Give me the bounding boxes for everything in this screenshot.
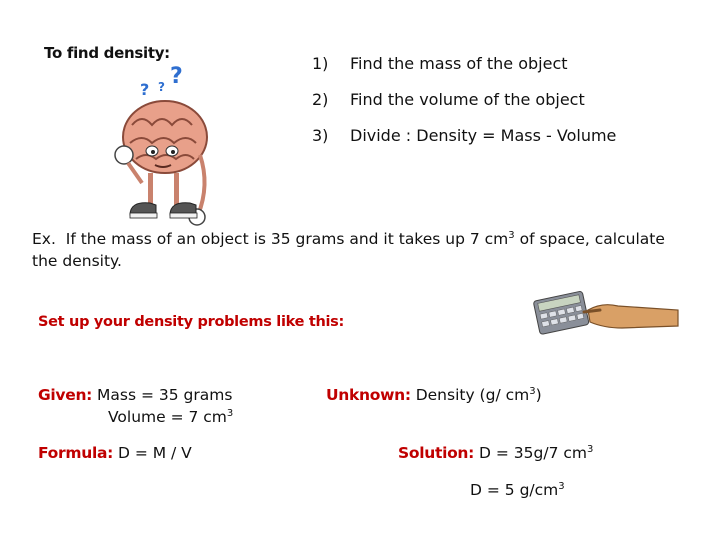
- given-label: Given:: [38, 386, 93, 404]
- unknown-sup: 3: [529, 386, 536, 397]
- given-line-2-sup: 3: [226, 408, 234, 419]
- formula-text: D = M / V: [117, 444, 192, 462]
- step-2: [312, 90, 585, 109]
- brain-cartoon-icon: [100, 55, 220, 230]
- given-line-1: Mass = 35 grams: [97, 386, 233, 404]
- unknown-label: Unknown:: [326, 386, 411, 404]
- example-prefix: Ex.: [32, 230, 56, 248]
- unknown-close: ): [535, 386, 542, 404]
- step-1-text: Find the mass of the object: [350, 54, 568, 73]
- svg-text:?: ?: [140, 80, 150, 99]
- step-3: [312, 126, 616, 145]
- unknown-block: [326, 384, 542, 406]
- solution-line-2: D = 5 g/cm: [470, 481, 559, 499]
- example-sup: 3: [508, 230, 515, 241]
- step-2-text: Find the volume of the object: [350, 90, 585, 109]
- step-2-number: 2): [312, 90, 329, 109]
- given-block: [38, 384, 232, 406]
- solution-line-1-sup: 3: [587, 444, 594, 455]
- step-1-number: 1): [312, 54, 329, 73]
- unknown-text: Density (g/ cm: [415, 386, 530, 404]
- step-1: [312, 54, 568, 73]
- solution-line-2-wrap: [470, 479, 565, 501]
- example-text: [32, 228, 682, 272]
- solution-line-2-sup: 3: [558, 481, 565, 492]
- given-line-2-wrap: [108, 406, 233, 428]
- formula-label: Formula:: [38, 444, 114, 462]
- example-body-end: of space, calculate the density.: [32, 230, 665, 270]
- step-3-text: Divide : Density = Mass - Volume: [350, 126, 617, 145]
- page-heading: To find density:: [44, 44, 170, 62]
- solution-block: [398, 442, 593, 464]
- formula-block: [38, 442, 192, 464]
- solution-label: Solution:: [398, 444, 475, 462]
- example-body: If the mass of an object is 35 grams and it takes up 7 cm: [65, 230, 509, 248]
- given-line-2: Volume = 7 cm: [108, 408, 227, 426]
- solution-line-1: D = 35g/7 cm: [479, 444, 587, 462]
- step-3-number: 3): [312, 126, 329, 145]
- svg-text:?: ?: [158, 80, 165, 94]
- setup-heading: Set up your density problems like this:: [38, 314, 345, 330]
- svg-text:?: ?: [170, 64, 183, 89]
- calculator-hand-icon: [530, 288, 690, 336]
